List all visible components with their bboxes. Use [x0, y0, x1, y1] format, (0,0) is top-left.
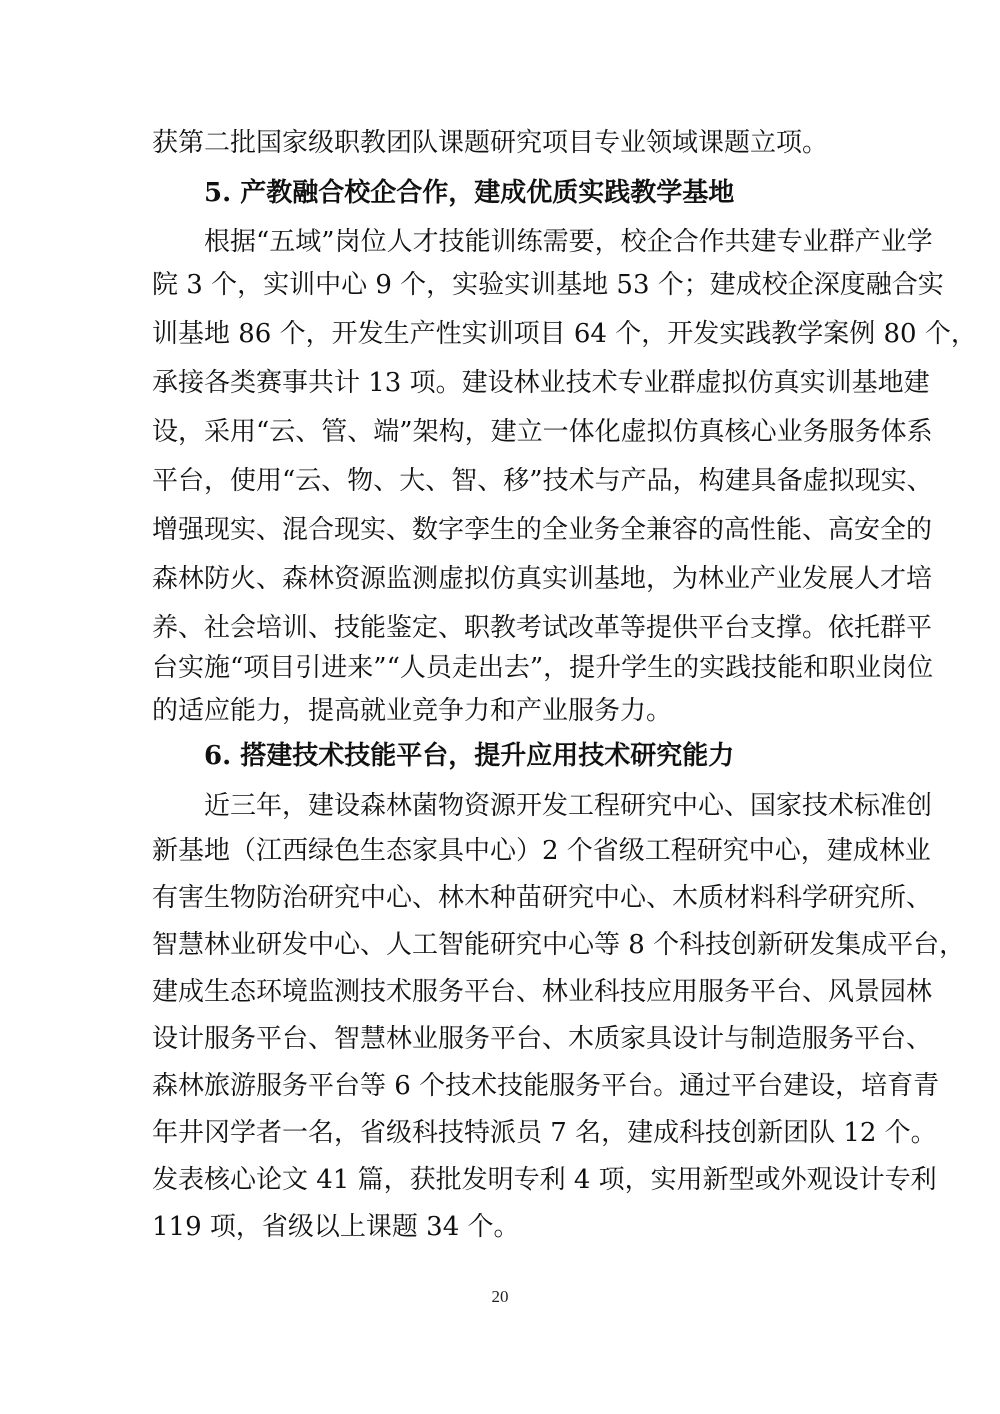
paragraph-line: 承接各类赛事共计 13 项。建设林业技术专业群虚拟仿真实训基地建 [152, 368, 930, 398]
paragraph-line: 发表核心论文 41 篇，获批发明专利 4 项，实用新型或外观设计专利 [152, 1165, 937, 1195]
paragraph-line: 的适应能力，提高就业竞争力和产业服务力。 [152, 696, 673, 726]
paragraph-line: 新基地（江西绿色生态家具中心）2 个省级工程研究中心，建成林业 [152, 836, 931, 866]
paragraph-line: 近三年，建设森林菌物资源开发工程研究中心、国家技术标准创 [204, 791, 933, 821]
paragraph-line: 有害生物防治研究中心、林木种苗研究中心、木质材料科学研究所、 [152, 883, 933, 913]
paragraph-line: 智慧林业研发中心、人工智能研究中心等 8 个科技创新研发集成平台， [152, 930, 966, 960]
paragraph-line: 台实施“项目引进来”“人员走出去”，提升学生的实践技能和职业岗位 [152, 653, 934, 683]
paragraph-line: 建成生态环境监测技术服务平台、林业科技应用服务平台、风景园林 [152, 977, 933, 1007]
section-heading-5: 5. 产教融合校企合作，建成优质实践教学基地 [204, 178, 735, 208]
paragraph-line: 增强现实、混合现实、数字孪生的全业务全兼容的高性能、高安全的 [152, 515, 933, 545]
paragraph-line: 获第二批国家级职教团队课题研究项目专业领域课题立项。 [152, 128, 829, 158]
paragraph-line: 119 项，省级以上课题 34 个。 [152, 1212, 520, 1242]
paragraph-line: 根据“五域”岗位人才技能训练需要，校企合作共建专业群产业学 [204, 227, 933, 257]
paragraph-line: 森林防火、森林资源监测虚拟仿真实训基地，为林业产业发展人才培 [152, 564, 933, 594]
paragraph-line: 设计服务平台、智慧林业服务平台、木质家具设计与制造服务平台、 [152, 1024, 933, 1054]
paragraph-line: 养、社会培训、技能鉴定、职教考试改革等提供平台支撑。依托群平 [152, 613, 933, 643]
paragraph-line: 院 3 个，实训中心 9 个，实验实训基地 53 个；建成校企深度融合实 [152, 270, 944, 300]
paragraph-line: 年井冈学者一名，省级科技特派员 7 名，建成科技创新团队 12 个。 [152, 1118, 937, 1148]
section-heading-6: 6. 搭建技术技能平台，提升应用技术研究能力 [204, 741, 735, 771]
page-number: 20 [491, 1287, 509, 1306]
paragraph-line: 平台，使用“云、物、大、智、移”技术与产品，构建具备虚拟现实、 [152, 466, 933, 496]
paragraph-line: 设，采用“云、管、端”架构，建立一体化虚拟仿真核心业务服务体系 [152, 417, 933, 447]
paragraph-line: 森林旅游服务平台等 6 个技术技能服务平台。通过平台建设，培育青 [152, 1071, 940, 1101]
paragraph-line: 训基地 86 个，开发生产性实训项目 64 个，开发实践教学案例 80 个， [152, 319, 977, 349]
